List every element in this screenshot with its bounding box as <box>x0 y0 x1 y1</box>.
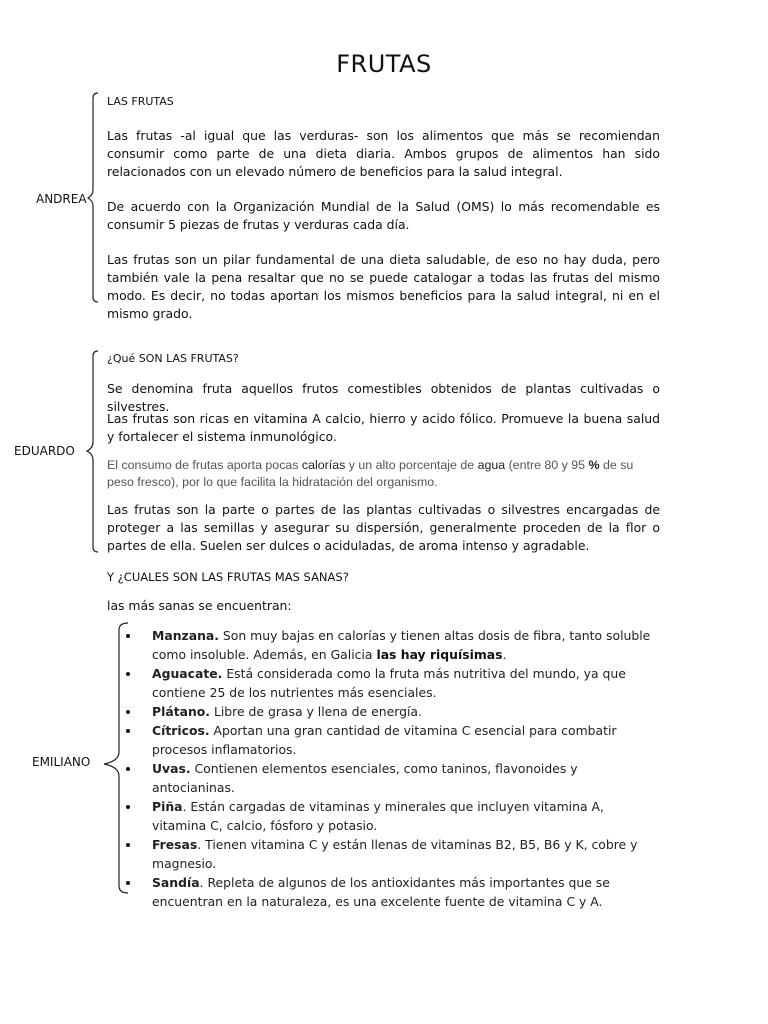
fruit-description: . Repleta de algunos de los antioxidantes más importantes que se encuentran en la naturaleza, es una excelente fuente de vitamina C y A. <box>152 875 610 909</box>
fruit-description: Libre de grasa y llena de energía. <box>210 704 422 719</box>
page-title: FRUTAS <box>336 50 432 78</box>
bullet-icon <box>126 634 130 638</box>
brace-andrea <box>86 92 102 304</box>
fruit-highlight: las hay riquísimas <box>376 647 503 662</box>
list-item <box>118 835 658 873</box>
bullet-icon <box>126 729 130 733</box>
section-label-eduardo: EDUARDO <box>14 444 75 458</box>
bullet-icon <box>126 881 130 885</box>
fruit-name: Piña <box>152 799 183 814</box>
fruit-name: Sandía <box>152 875 200 890</box>
eduardo-paragraph-2: Las frutas son ricas en vitamina A calcio, hierro y acido fólico. Promueve la buena salud y fortalecer el sistema inmunológico. <box>107 411 660 444</box>
list-item <box>118 702 658 721</box>
emiliano-intro: las más sanas se encuentran: <box>107 598 292 613</box>
eduardo-paragraph-4: Las frutas son la parte o partes de las plantas cultivadas o silvestres encargadas de proteger a las semillas y asegurar su dispersión, generalmente proceden de la flor o partes de ella. Suelen ser dulces o aciduladas, de aroma intenso y agradable. <box>107 502 660 553</box>
fruit-name: Fresas <box>152 837 198 852</box>
eduardo-paragraph-3: El consumo de frutas aporta pocas calorías y un alto porcentaje de agua (entre 80 y 95 % de su peso fresco), por lo que facilita la hidratación del organismo. <box>107 458 634 489</box>
bullet-icon <box>126 767 130 771</box>
fruit-name: Aguacate. <box>152 666 223 681</box>
section-label-emiliano: EMILIANO <box>32 755 91 769</box>
bullet-icon <box>126 710 130 714</box>
andrea-paragraph-2: De acuerdo con la Organización Mundial de la Salud (OMS) lo más recomendable es consumir 5 piezas de frutas y verduras cada día. <box>107 199 660 232</box>
fruit-list <box>118 626 658 911</box>
list-item <box>118 664 658 702</box>
fruit-tail: . <box>502 647 507 662</box>
bullet-icon <box>126 843 130 847</box>
list-item <box>118 626 658 664</box>
fruit-name: Manzana. <box>152 628 219 643</box>
bullet-icon <box>126 805 130 809</box>
fruit-description: Contienen elementos esenciales, como taninos, flavonoides y antocianinas. <box>152 761 578 795</box>
andrea-heading: LAS FRUTAS <box>107 95 174 108</box>
list-item <box>118 721 658 759</box>
fruit-description: Aportan una gran cantidad de vitamina C esencial para combatir procesos inflamatorios. <box>152 723 617 757</box>
fruit-description: Son muy bajas en calorías y tienen altas dosis de fibra, tanto soluble como insoluble. Además, en Galicia <box>152 628 651 662</box>
brace-eduardo <box>86 350 102 554</box>
section-label-andrea: ANDREA <box>36 192 87 206</box>
list-item <box>118 759 658 797</box>
eduardo-heading: ¿Qué SON LAS FRUTAS? <box>107 352 239 365</box>
fruit-description: . Están cargadas de vitaminas y minerales que incluyen vitamina A, vitamina C, calcio, fósforo y potasio. <box>152 799 604 833</box>
list-item <box>118 873 658 911</box>
fruit-name: Cítricos. <box>152 723 210 738</box>
list-item <box>118 797 658 835</box>
fruit-name: Plátano. <box>152 704 211 719</box>
andrea-paragraph-1: Las frutas -al igual que las verduras- son los alimentos que más se recomiendan consumir como parte de una dieta diaria. Ambos grupos de alimentos han sido relacionados con un elevado número de beneficios para la salud integral. <box>107 128 660 179</box>
andrea-paragraph-3: Las frutas son un pilar fundamental de una dieta saludable, de eso no hay duda, pero también vale la pena resaltar que no se puede catalogar a todas las frutas del mismo modo. Es decir, no todas aportan los mismos beneficios para la salud integral, ni en el mismo grado. <box>107 252 660 321</box>
eduardo-paragraph-1: Se denomina fruta aquellos frutos comestibles obtenidos de plantas cultivadas o silvestres. <box>107 381 660 414</box>
bullet-icon <box>126 672 130 676</box>
fruit-description: Está considerada como la fruta más nutritiva del mundo, ya que contiene 25 de los nutrientes más esenciales. <box>152 666 626 700</box>
fruit-description: . Tienen vitamina C y están llenas de vitaminas B2, B5, B6 y K, cobre y magnesio. <box>152 837 638 871</box>
fruit-name: Uvas. <box>152 761 191 776</box>
emiliano-heading: Y ¿CUALES SON LAS FRUTAS MAS SANAS? <box>107 570 349 584</box>
